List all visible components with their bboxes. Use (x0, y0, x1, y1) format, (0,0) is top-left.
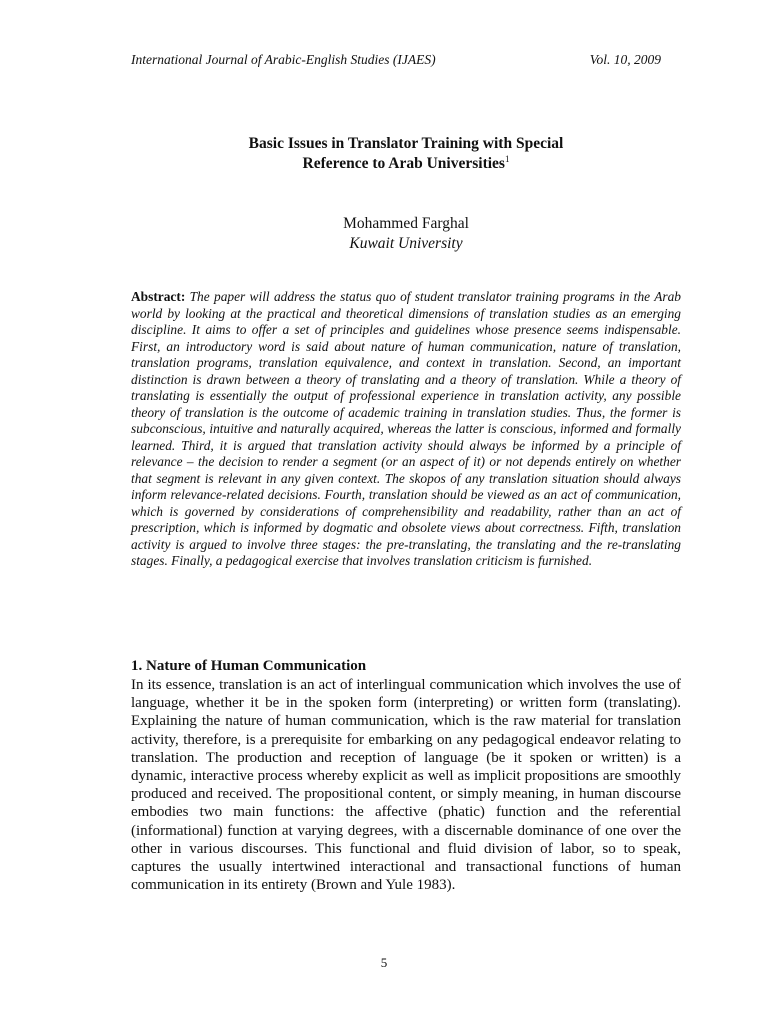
volume-info: Vol. 10, 2009 (589, 52, 661, 67)
section-heading: 1. Nature of Human Communication (131, 658, 367, 674)
running-header (131, 51, 661, 69)
abstract-label: Abstract: (131, 289, 186, 304)
title-line-2-text: Reference to Arab Universities (302, 155, 505, 172)
journal-name: International Journal of Arabic-English Studies (IJAES) (131, 52, 436, 67)
section-1 (131, 657, 681, 894)
abstract-text: The paper will address the status quo of student translator training programs in the Arab world by looking at the practical and theoretical dimensions of translation studies as an emerging discipline. It aims to offer a set of principles and guidelines whose presence seems indispensable. First, an introductory word is said about nature of human communication, nature of translation, translation programs, translation equivalence, and context in translation. Second, an important distinction is drawn between a theory of translating and a theory of translation. While a theory of translating is essentially the output of professional experience in translation activity, any possible theory of translation is the outcome of academic training in translation studies. Thus, the former is subconscious, intuitive and naturally acquired, whereas the latter is conscious, informed and formally learned. Third, it is argued that translation activity should always be informed by a principle of relevance – the decision to render a segment (or an aspect of it) or not depends entirely on whether that segment is relevant in any given context. The skopos of any translation situation should always inform relevance-related decisions. Fourth, translation should be viewed as an act of communication, which is governed by considerations of comprehensibility and readability, rather than an act of prescription, which is informed by dogmatic and obsolete views about correctness. Fifth, translation activity is argued to involve three stages: the pre-translating, the translating and the re-translating stages. Finally, a pedagogical exercise that involves translation criticism is furnished. (131, 289, 681, 568)
author-name: Mohammed Farghal (343, 215, 469, 232)
author-block (100, 214, 712, 254)
section-paragraph: In its essence, translation is an act of interlingual communication which involves the use of language, whether it be in the spoken form (interpreting) or written form (translating). Explaining the nature of human communication, which is the raw material for translation activity, therefore, is a prerequisite for embarking on any pedagogical endeavor relating to translation. The production and reception of language (be it spoken or written) is a dynamic, interactive process whereby explicit as well as implicit propositions are smoothly produced and received. The propositional content, or simply meaning, in human discourse embodies two main functions: the affective (phatic) function and the referential (informational) function at varying degrees, with a discernable dominance of one over the other in various discourses. This functional and fluid division of labor, so to speak, captures the usually intertwined interactional and transactional functions of human communication in its entirety (Brown and Yule 1983). (131, 677, 681, 894)
page-number: 5 (380, 955, 388, 970)
author-affiliation: Kuwait University (349, 235, 463, 252)
title-line-1: Basic Issues in Translator Training with Special (248, 135, 564, 152)
title-line-2 (100, 154, 712, 174)
paper-title (100, 134, 712, 174)
title-footnote-marker[interactable]: 1 (504, 153, 510, 164)
abstract (131, 289, 681, 570)
